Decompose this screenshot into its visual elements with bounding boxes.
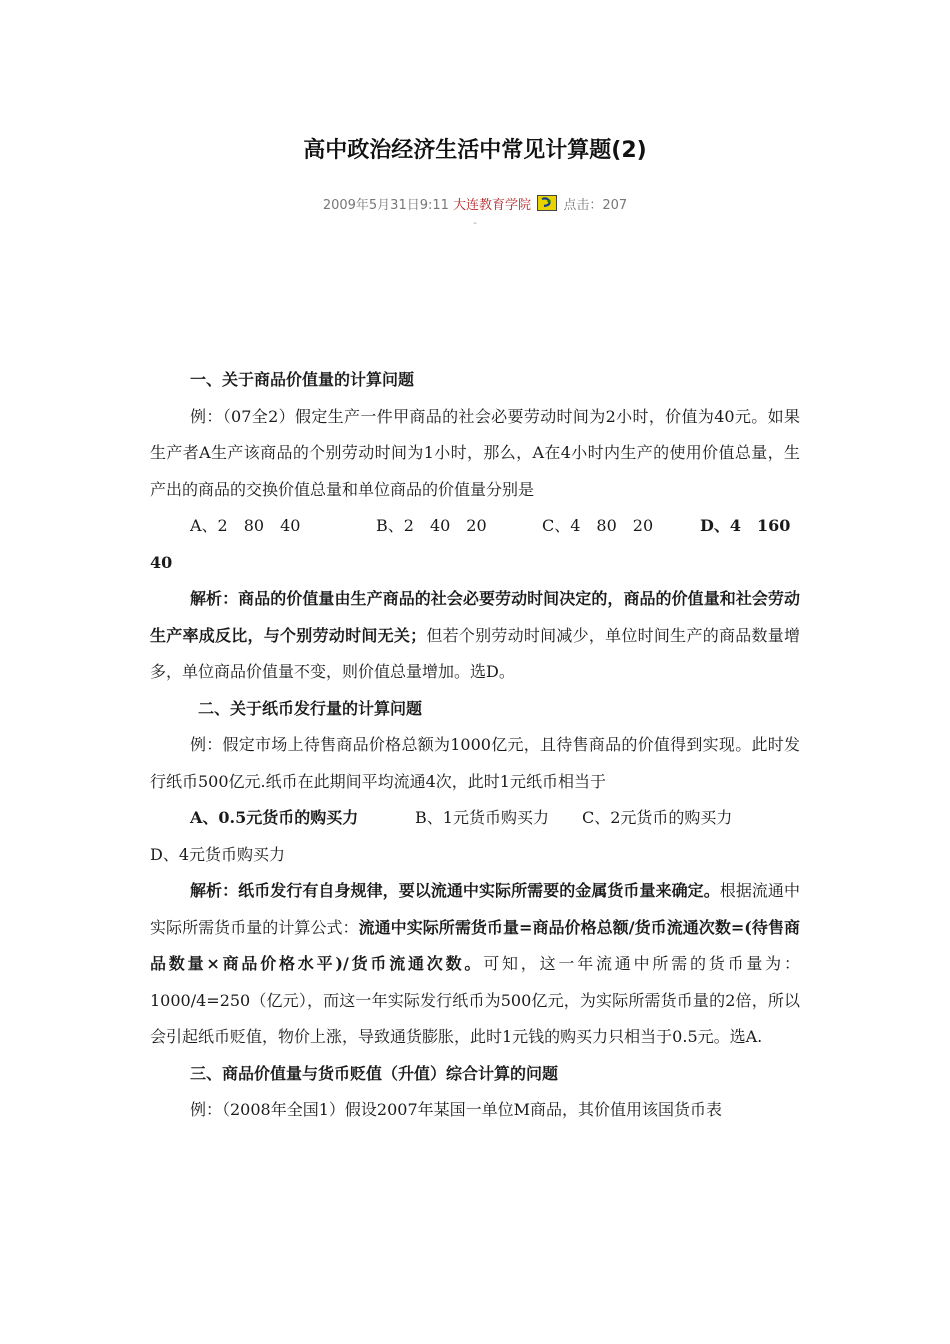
source-link[interactable]: 大连教育学院 bbox=[453, 198, 532, 213]
analysis-text-1: 根据流通中实际所需货币量的计算公式： bbox=[150, 881, 800, 937]
section-3-heading: 三、商品价值量与货币贬值（升值）综合计算的问题 bbox=[190, 1063, 559, 1083]
section-3-question: 例：（2008年全国1）假设2007年某国一单位M商品，其价值用该国货币表 bbox=[190, 1100, 723, 1119]
publish-date: 2009年5月31日9:11 bbox=[322, 198, 449, 213]
article-meta bbox=[0, 194, 950, 213]
analysis-bold-2: 流通中实际所需货币量=商品价格总额/货币流通次数=(待售商品数量×商品价格水平)/货币流通次数。 bbox=[150, 917, 800, 973]
section-2-question: 例：假定市场上待售商品价格总额为1000亿元，且待售商品的价值得到实现。此时发行纸币500亿元.纸币在此期间平均流通4次，此时1元纸币相当于 bbox=[150, 735, 800, 791]
article-body bbox=[150, 362, 800, 1129]
option-b: B、1元货币购买力 bbox=[415, 808, 549, 827]
option-b: B、2 40 20 bbox=[376, 516, 487, 535]
page-title: 高中政治经济生活中常见计算题(2) bbox=[303, 138, 647, 163]
option-d: D、4 160 bbox=[700, 516, 791, 535]
source-logo-icon bbox=[537, 195, 557, 211]
analysis-bold: 解析：商品的价值量由生产商品的社会必要劳动时间决定的，商品的价值量和社会劳动生产率成反比，与个别劳动时间无关； bbox=[150, 589, 800, 645]
option-c: C、2元货币的购买力 bbox=[582, 808, 733, 827]
option-a: A、2 80 40 bbox=[190, 516, 301, 535]
section-1-heading: 一、关于商品价值量的计算问题 bbox=[190, 370, 415, 389]
divider-mark: - bbox=[473, 218, 477, 229]
section-1-question: 例：（07全2）假定生产一件甲商品的社会必要劳动时间为2小时，价值为40元。如果生产者A生产该商品的个别劳动时间为1小时，那么，A在4小时内生产的使用价值总量，生产出的商品的交换价值总量和单位商品的价值量分别是 bbox=[150, 406, 800, 499]
section-2-heading: 二、关于纸币发行量的计算问题 bbox=[198, 698, 423, 718]
analysis-text: 但若个别劳动时间减少，单位时间生产的商品数量增多，单位商品价值量不变，则价值总量增加。选D。 bbox=[150, 625, 800, 681]
section-1-analysis bbox=[150, 581, 800, 691]
analysis-bold-1: 解析：纸币发行有自身规律，要以流通中实际所需要的金属货币量来确定。 bbox=[190, 881, 720, 900]
section-2-analysis bbox=[150, 873, 800, 1056]
option-c: C、4 80 20 bbox=[542, 516, 654, 535]
section-1-options bbox=[150, 508, 800, 545]
option-d: D、4元货币购买力 bbox=[150, 844, 286, 864]
option-d-continued: 40 bbox=[150, 552, 173, 572]
option-a: A、0.5元货币的购买力 bbox=[190, 808, 359, 827]
hit-count: 点击：207 bbox=[563, 198, 628, 213]
section-2-options bbox=[150, 800, 800, 837]
analysis-text-2: 可知，这一年流通中所需的货币量为：1000/4=250（亿元），而这一年实际发行纸币为500亿元，为实际所需货币量的2倍，所以会引起纸币贬值，物价上涨，导致通货膨胀，此时1元钱的购买力只相当于0.5元。选A. bbox=[150, 954, 800, 1046]
